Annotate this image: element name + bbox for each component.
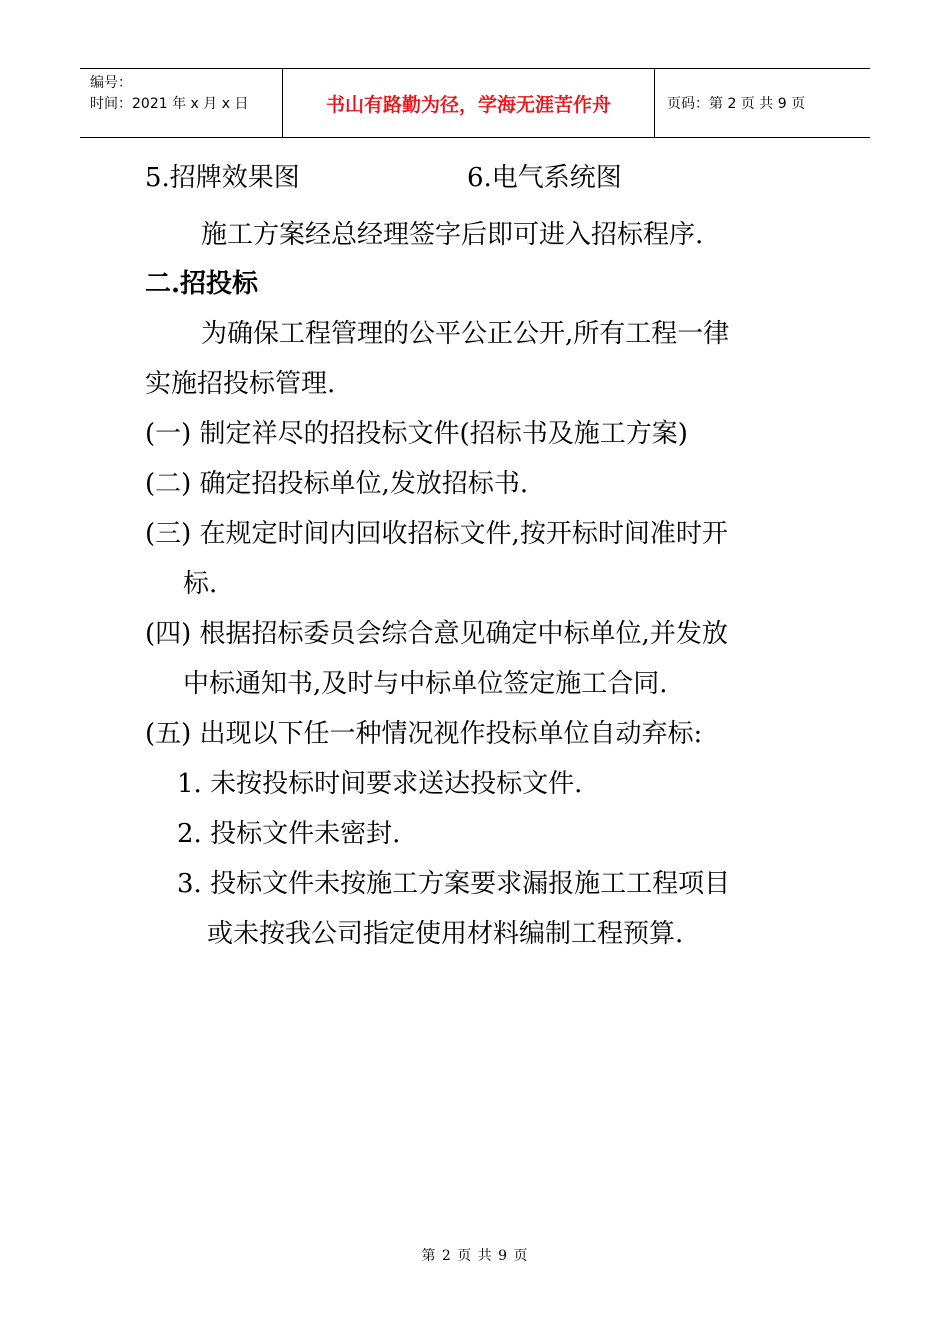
procedure-note: 施工方案经总经理签字后即可进入招标程序. (201, 220, 704, 250)
header-motto: 书山有路勤为径，学海无涯苦作舟 (282, 69, 655, 137)
sub-list-item: 3. 投标文件未按施工方案要求漏报施工工程项目 (177, 869, 731, 899)
header-meta (80, 69, 282, 137)
document-time-label: 时间：2021 年 x 月 x 日 (90, 96, 249, 112)
section-heading: 二.招投标 (145, 269, 259, 299)
attachment-item-5: 5.招牌效果图 (145, 163, 300, 193)
page-footer: 第 2 页 共 9 页 (421, 1248, 529, 1264)
sub-list-item-continuation: 或未按我公司指定使用材料编制工程预算. (207, 919, 684, 949)
list-item-continuation: 中标通知书,及时与中标单位签定施工合同. (183, 669, 668, 699)
sub-list-item: 2. 投标文件未密封. (177, 819, 401, 849)
list-item-continuation: 标. (183, 569, 218, 599)
page-header (80, 68, 870, 138)
document-number-label: 编号： (90, 75, 132, 91)
list-item: (三) 在规定时间内回收招标文件,按开标时间准时开 (145, 519, 728, 549)
list-item: (二) 确定招投标单位,发放招标书. (145, 469, 529, 499)
paragraph-line: 为确保工程管理的公平公正公开,所有工程一律 (201, 319, 730, 349)
sub-list-item: 1. 未按投标时间要求送达投标文件. (177, 769, 583, 799)
paragraph-line: 实施招投标管理. (145, 369, 336, 399)
list-item: (四) 根据招标委员会综合意见确定中标单位,并发放 (145, 619, 728, 649)
header-page-info: 页码：第 2 页 共 9 页 (667, 96, 806, 112)
attachment-item-6: 6.电气系统图 (467, 163, 622, 193)
list-item: (五) 出现以下任一种情况视作投标单位自动弃标: (145, 719, 703, 749)
list-item: (一) 制定祥尽的招投标文件(招标书及施工方案) (145, 419, 688, 449)
